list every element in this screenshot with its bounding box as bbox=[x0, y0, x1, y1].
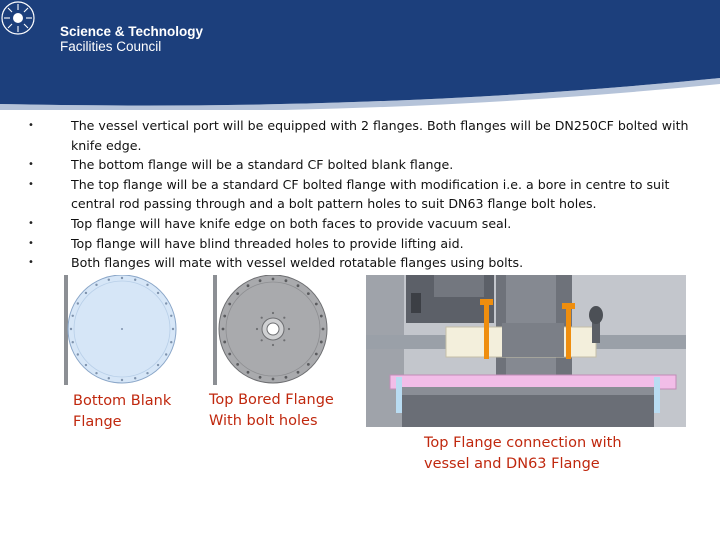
figure-caption-bottom-blank-flange bbox=[73, 391, 171, 433]
bullet-item: • The bottom flange will be a standard CF bolted blank flange. bbox=[28, 155, 698, 175]
header-background bbox=[0, 0, 720, 110]
stfc-sun-logo-icon bbox=[0, 0, 36, 36]
org-name-line1: Science & Technology bbox=[60, 24, 204, 39]
caption-line: Top Bored Flange bbox=[209, 392, 334, 408]
bullet-item: • Top flange will have knife edge on both faces to provide vacuum seal. bbox=[28, 214, 698, 234]
caption-line: Flange bbox=[73, 414, 122, 430]
org-name-line2: Facilities Council bbox=[60, 39, 162, 54]
figure-caption-flange-connection bbox=[424, 433, 622, 475]
header-band bbox=[0, 0, 720, 110]
caption-line: Bottom Blank bbox=[73, 393, 172, 409]
org-name bbox=[60, 24, 203, 54]
bullet-list bbox=[28, 116, 698, 273]
figure-caption-top-bored-flange bbox=[209, 390, 334, 432]
caption-line: With bolt holes bbox=[209, 413, 318, 429]
bullet-item: • Both flanges will mate with vessel welded rotatable flanges using bolts. bbox=[28, 253, 698, 273]
caption-line: vessel and DN63 Flange bbox=[424, 456, 600, 472]
caption-line: Top Flange connection with bbox=[424, 435, 622, 451]
bullet-item: • Top flange will have blind threaded holes to provide lifting aid. bbox=[28, 234, 698, 254]
bullet-item: • The vessel vertical port will be equipped with 2 flanges. Both flanges will be DN250CF bolted with knife edge. bbox=[28, 116, 698, 155]
top-bored-flange-image bbox=[213, 275, 333, 385]
bullet-item: • The top flange will be a standard CF bolted flange with modification i.e. a bore in centre to suit central rod passing through and a bolt pattern holes to suit DN63 flange bolt holes. bbox=[28, 175, 698, 214]
flange-connection-image bbox=[366, 275, 686, 427]
bottom-blank-flange-image bbox=[64, 275, 184, 385]
